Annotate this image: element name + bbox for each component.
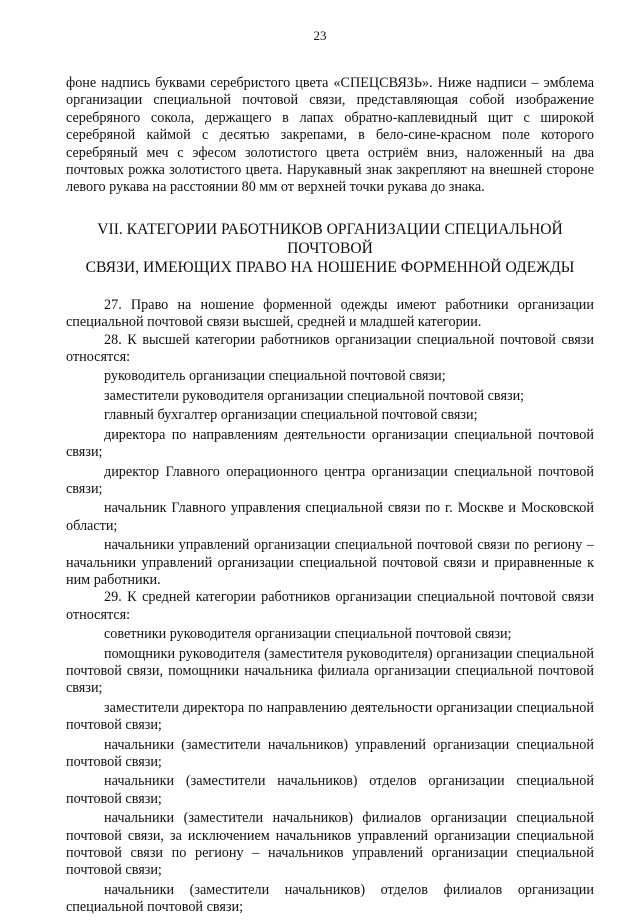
page-number: 23 bbox=[313, 28, 327, 43]
page-content bbox=[66, 75, 594, 917]
list-item: советники руководителя организации специальной почтовой связи; bbox=[104, 626, 512, 643]
list-item: главный бухгалтер организации специальной почтовой связи; bbox=[104, 407, 478, 424]
list-item: начальники управлений организации специальной почтовой связи по региону – начальники управлений организации специальной почтовой связи и приравненные к ним работники. bbox=[66, 537, 594, 588]
list-item: заместители директора по направлению деятельности организации специальной почтовой связи; bbox=[66, 699, 594, 734]
section-heading-line-1: VII. КАТЕГОРИИ РАБОТНИКОВ ОРГАНИЗАЦИИ СПЕЦИАЛЬНОЙ ПОЧТОВОЙ bbox=[97, 220, 563, 257]
list-item: начальник Главного управления специальной связи по г. Москве и Московской области; bbox=[66, 500, 594, 534]
paragraph-27: 27. Право на ношение форменной одежды имеют работники организации специальной почтовой связи высшей, средней и младшей категории. bbox=[66, 296, 594, 331]
paragraph-28: 28. К высшей категории работников организации специальной почтовой связи относятся: bbox=[66, 331, 594, 366]
list-item: начальники (заместители начальников) отделов филиалов организации специальной почтовой связи; bbox=[66, 881, 594, 916]
list-item: директора по направлениям деятельности организации специальной почтовой связи; bbox=[66, 426, 594, 461]
intro-paragraph: фоне надпись буквами серебристого цвета «СПЕЦСВЯЗЬ». Ниже надписи – эмблема организации специальной почтовой связи, представляющая собой изображение серебряного сокола, держащего в лапах обратно-каплевидный щит с широкой серебряной каймой с десятью закрепами, в бело-сине-красном поле которого серебряный меч с эфесом золотистого цвета остриём вниз, наложенный на два почтовых рожка золотистого цвета. Нарукавный знак закрепляют на внешней стороне левого рукава на расстоянии 80 мм от верхней точки рукава до знака. bbox=[66, 75, 594, 196]
list-item: руководитель организации специальной почтовой связи; bbox=[104, 368, 446, 385]
section-heading bbox=[66, 220, 594, 277]
list-item: начальники (заместители начальников) управлений организации специальной почтовой связи; bbox=[66, 736, 594, 770]
list-item: помощники руководителя (заместителя руководителя) организации специальной почтовой связи, помощники начальника филиала организации специальной почтовой связи; bbox=[66, 645, 594, 697]
section-heading-line-2: СВЯЗИ, ИМЕЮЩИХ ПРАВО НА НОШЕНИЕ ФОРМЕННОЙ ОДЕЖДЫ bbox=[85, 258, 575, 276]
list-item: начальники (заместители начальников) отделов организации специальной почтовой связи; bbox=[66, 773, 594, 807]
list-item: заместители руководителя организации специальной почтовой связи; bbox=[104, 387, 525, 404]
paragraph-29: 29. К средней категории работников организации специальной почтовой связи относятся: bbox=[66, 589, 594, 623]
list-item: начальники (заместители начальников) филиалов организации специальной почтовой связи, за исключением начальников управлений организации специальной почтовой связи по региону – начальников управлений организации специальной почтовой связи; bbox=[66, 810, 594, 879]
list-item: директор Главного операционного центра организации специальной почтовой связи; bbox=[66, 463, 594, 497]
